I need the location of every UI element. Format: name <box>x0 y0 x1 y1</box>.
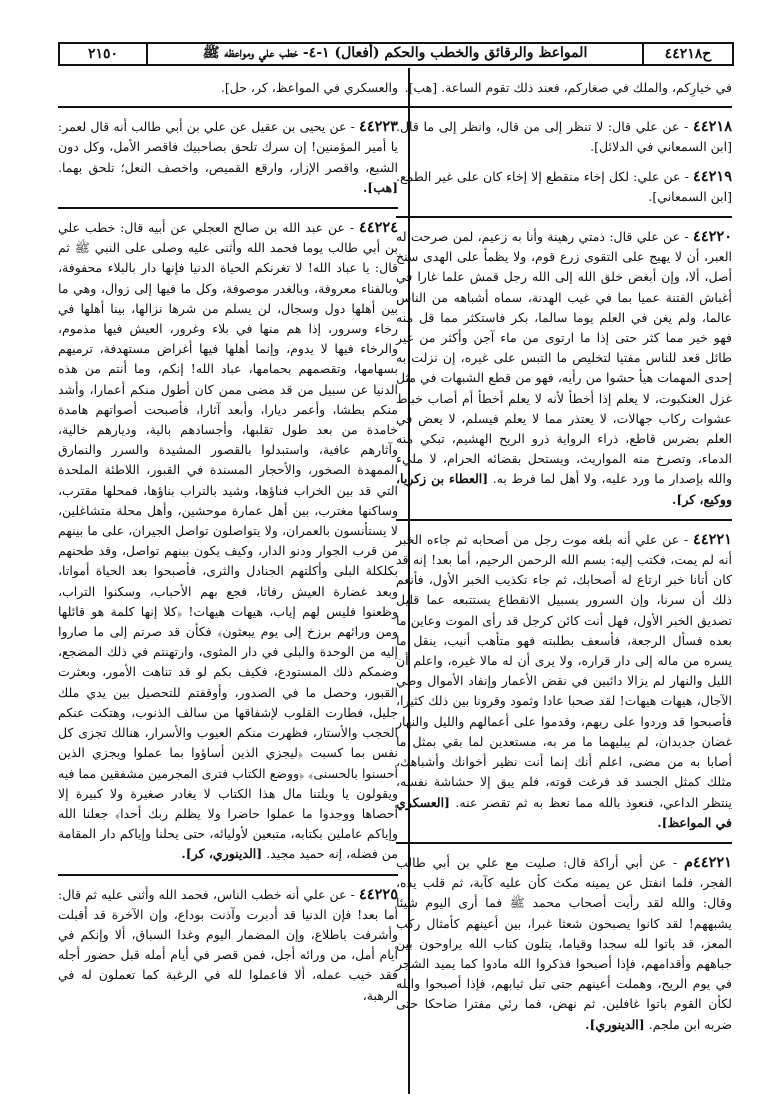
hadith-entry <box>396 530 732 833</box>
hadith-entry <box>396 117 732 157</box>
entry-number: ٤٤٢٢٥ <box>359 885 398 903</box>
entry-text: - عن علي أنه بلغه موت رجل من أصحابه ثم جاءه الخبر أنه لم يمت، فكتب إليه: بسم الله الرحمن الرحيم، أما بعد! إنه قد كان أتانا خبر ارتاع له أصحابك، ثم جاء تكذيب الخبر الأول، فأنعم ذلك أن سرنا، وإن السرور بسبيل الانقطاع يستتبعه عما قليل تصديق الخبر الأول، فهل أنت كائن كرجل قد رأى الموت وعاين ما بعده فسأل الرجعة، فأسعف بطلبته فهو متأهب أنيب، ينقل ما يسره من ماله إلى دار قراره، ولا يرى أن له مالا غيره، واعلم أن الليل والنهار لم يزالا دائبين في نقض الأعمار وإنفاد الأموال وطي الآجال، هيهات هيهات! لقد صحبا عادا وثمود وقرونا بين ذلك كثيرا، فأصبحوا قد وردوا على ربهم، وقدموا على أعمالهم والليل والنهار غضان جديدان، لم يبليهما ما مر به، مستعدين لما بقي بمثل ما أصابا به من مضى، اعلم أنك إنما أنت نظير أخوانك وأشباهك، مثلك كمثل الجسد قد فرغت قوته، فلم يبق إلا حشاشة نفسه، ينتظر الداعي، فنعوذ بالله مما نعظ به ثم تقصر عنه. <box>396 531 732 810</box>
entry-number: ٤٤٢١٩ <box>693 167 732 185</box>
entry-text: - عن يحيى بن عقيل عن علي بن أبي طالب أنه قال لعمر: يا أمير المؤمنين! إن سرك تلحق بصاحبيك فاقصر الأمل، وكل دون الشبع، واقصر الإزار، وارقع القميص، واخصف النعل؛ تلحق بهما. <box>58 119 398 175</box>
entry-number: ٤٤٢٢١م <box>684 853 732 871</box>
hadith-entry <box>58 117 398 198</box>
right-column <box>396 78 732 1044</box>
header-page-number: ٢١٥٠ <box>60 44 148 64</box>
entry-separator <box>58 874 398 876</box>
entry-text: - عن علي قال: ذمتي رهينة وأنا به زعيم، لمن صرحت له العبر، أن لا يهيج على التقوى زرع قوم، ولا يظمأ على الهدى سنخ أصل، ألا، وإن أبغض خلق الله إلى الله رجل قمش علما غارا في أغباش الفتنة عميا بما في غيب الهدنة، سماه أشباهه من الناس عالما، ولم يغن في العلم يوما سالما، بكر فاستكثر مما قل منه فهو خير مما كثر حتى إذا ما ارتوى من ماء آجن وأكثر من غير طائل قعد للناس مفتيا لتخليص ما التبس على غيره، إن نزلت به إحدى المهمات هيأ حشوا من رأيه، فهو من قطع الشبهات في مثل غزل العنكبوت، لا يعلم إذا أخطأ لأنه لا يعلم أخطأ أم أصاب خباط عشوات ركاب جهالات، لا يعتذر مما لا يعلم فيسلم، لا يعض في العلم بضرس قاطع، ذراء الرواية ذرو الريح الهشيم، تبكي منه الدماء، وتصرخ منه المواريث، ويستحل بقضائه الحرام، لا مليء والله بإصدار ما ورد عليه، ولا أهل لما فرط به. <box>396 229 732 487</box>
entry-text: - عن عبد الله بن صالح العجلي عن أبيه قال: خطب علي بن أبي طالب يوما فحمد الله وأثنى عليه وصلى على النبي ﷺ ثم قال: يا عباد الله! لا تغرنكم الحياة الدنيا فإنها دار بالبلاء محفوفة، وبالفناء معروفة، وبالغدر موصوفة، وكل ما فيها إلى زوال، وهي ما بين أهلها دول وسجال، لن يسلم من شرها نزالها، بينا أهلها في رخاء وسرور، إذا هم منها في بلاء وغرور، العيش فيها مذموم، والرخاء فيها لا يدوم، وإنما أهلها فيها أغراض مستهدفة، ترميهم بسهامها، وتقصمهم بحمامها، عباد الله! إنكم، وما أنتم من هذه الدنيا عن سبيل من قد مضى ممن كان أطول منكم أعمارا، وأشد منكم بطشا، وأعمر ديارا، وأبعد آثارا، فأصبحت أصواتهم هامدة خامدة من بعد طول تقلبها، وأجسادهم بالية، وديارهم خالية، وآثارهم عافية، واستبدلوا بالقصور المشيدة والسرر والنمارق الممهدة الصخور، والأحجار المسندة في القبور، اللاطئة الملحدة التي قد بين الخراب فناؤها، وشيد بالتراب بناؤها، فمحلها مقترب، وساكنها مغترب، بين أهل عمارة موحشين، وأهل محلة متشاغلين، لا يستأنسون بالعمران، ولا يتواصلون تواصل الجيران، على ما بينهم من قرب الجوار ودنو الدار، وكيف يكون بينهم تواصل، وقد طحنهم بكلكلة البلى وأكلتهم الجنادل والثرى، فأصبحوا بعد الحياة أمواتا، وبعد غضارة العيش رفاتا، فجع بهم الأحباب، وسكنوا التراب، وظعنوا فليس لهم إياب، هيهات هيهات! ﴿كلا إنها كلمة هو قائلها ومن ورائهم برزخ إلى يوم يبعثون﴾ فكأن قد صرتم إلى ما صاروا إليه من الوحدة والبلى في دار المثوى، وارتهنتم في ذلك المضجع، وضمكم ذلك المستودع، فكيف بكم لو قد تناهت الأمور، وبعثرت القبور، وحصل ما في الصدور، وأوقفتم للتحصيل بين يدي ملك جليل، فطارت القلوب لإشفاقها من سالف الذنوب، وهتكت عنكم الحجب والأستار، فظهرت منكم العيوب والأسرار، هنالك تجزى كل نفس بما كسبت ﴿ليجزي الذين أساؤوا بما عملوا ويجزي الذين أحسنوا بالحسنى﴾ ﴿ووضع الكتاب فترى المجرمين مشفقين مما فيه ويقولون يا ويلتنا مال هذا الكتاب لا يغادر صغيرة ولا كبيرة إلا أحصاها ووجدوا ما عملوا حاضرا ولا يظلم ربك أحدا﴾ جعلنا الله وإياكم عاملين بكتابه، متبعين لأوليائه، حتى يحلنا وإياكم دار المقامة من فضله، إنه حميد مجيد. <box>58 220 398 862</box>
hadith-entry <box>396 167 732 207</box>
entry-number: ٤٤٢٢٠ <box>693 228 732 246</box>
left-column <box>58 78 398 1015</box>
entry-text: - عن أبي أراكة قال: صليت مع علي بن أبي طالب الفجر، فلما انفتل عن يمينه مكث كأن عليه كآبة، ثم قلب يده، وقال: والله لقد رأيت أصحاب محمد ﷺ فما أرى اليوم شيئا يشبههم! لقد كانوا يصبحون شعثا غبرا، بين أعينهم كأمثال ركب المعز، قد باتوا لله سجدا وقياما، يتلون كتاب الله يراوحون بين جباههم وأقدامهم، فإذا أصبحوا فذكروا الله مادوا كما يميد الشجر في يوم الريح، وهملت أعينهم حتى تبل ثيابهم، فإذا أصبحوا والله لكأن القوم باتوا غافلين. ثم نهض، فما رئي مفترا ضاحكا حتى ضربه ابن ملجم. <box>396 854 732 1032</box>
entry-number: ٤٤٢٢٤ <box>359 219 398 237</box>
hadith-entry <box>396 853 732 1035</box>
entry-number: ٤٤٢١٨ <box>693 118 732 136</box>
entry-separator <box>58 207 398 209</box>
left-continuation: والعسكري في المواعظ، كر، حل]. <box>220 80 398 95</box>
entry-separator <box>396 216 732 218</box>
entry-separator <box>58 106 398 108</box>
page-header <box>58 42 734 66</box>
entry-separator <box>396 519 732 521</box>
header-title: المواعظ والرقائق والخطب والحكم (أفعال) ١-٤- خطب علي ومواعظه ﷺ <box>202 45 588 61</box>
entry-separator <box>396 842 732 844</box>
entry-source: [الدينوري]. <box>585 1016 645 1032</box>
entry-source: [هب]. <box>362 179 398 195</box>
entry-text: - عن علي أنه خطب الناس، فحمد الله وأثنى عليه ثم قال: أما بعد! فإن الدنيا قد أدبرت وآذنت بوداع، وإن الآخرة قد أقبلت وأشرفت باطلاع، وإن المضمار اليوم وغدا السباق، ألا وإنكم في أيام أمل، من ورائه أجل، فمن قصر في أيام أمله قبل حضور أجله فقد خيب عمله، ألا فاعملوا لله في الرغبة كما تعملون له في الرهبة، <box>58 886 398 1003</box>
entry-number: ٤٤٢٢١ <box>693 530 732 548</box>
hadith-entry <box>58 885 398 1006</box>
right-continuation: في خيارِكم، والملك في صغاركم، فعند ذلك تقوم الساعة. [هب]. <box>404 80 732 95</box>
entry-text: - عن علي قال: لا تنظر إلى من قال، وانظر إلى ما قال. [ابن السمعاني في الدلائل]. <box>396 119 732 155</box>
entry-number: ٤٤٢٢٣ <box>359 118 398 136</box>
hadith-entry <box>396 227 732 510</box>
hadith-entry <box>58 218 398 865</box>
entry-source: [العسكري في المواعظ]. <box>396 794 732 830</box>
entry-source: [العطاء بن زكريا، ووكيع، كر]. <box>396 471 732 507</box>
entry-text: - عن علي: لكل إخاء منقطع إلا إخاء كان على غير الطمع. [ابن السمعاني]. <box>396 168 732 204</box>
entry-source: [الدينوري، كر]. <box>181 846 263 862</box>
entry-separator <box>396 106 732 108</box>
header-entry-number: ح٤٤٢١٨ <box>642 44 732 64</box>
